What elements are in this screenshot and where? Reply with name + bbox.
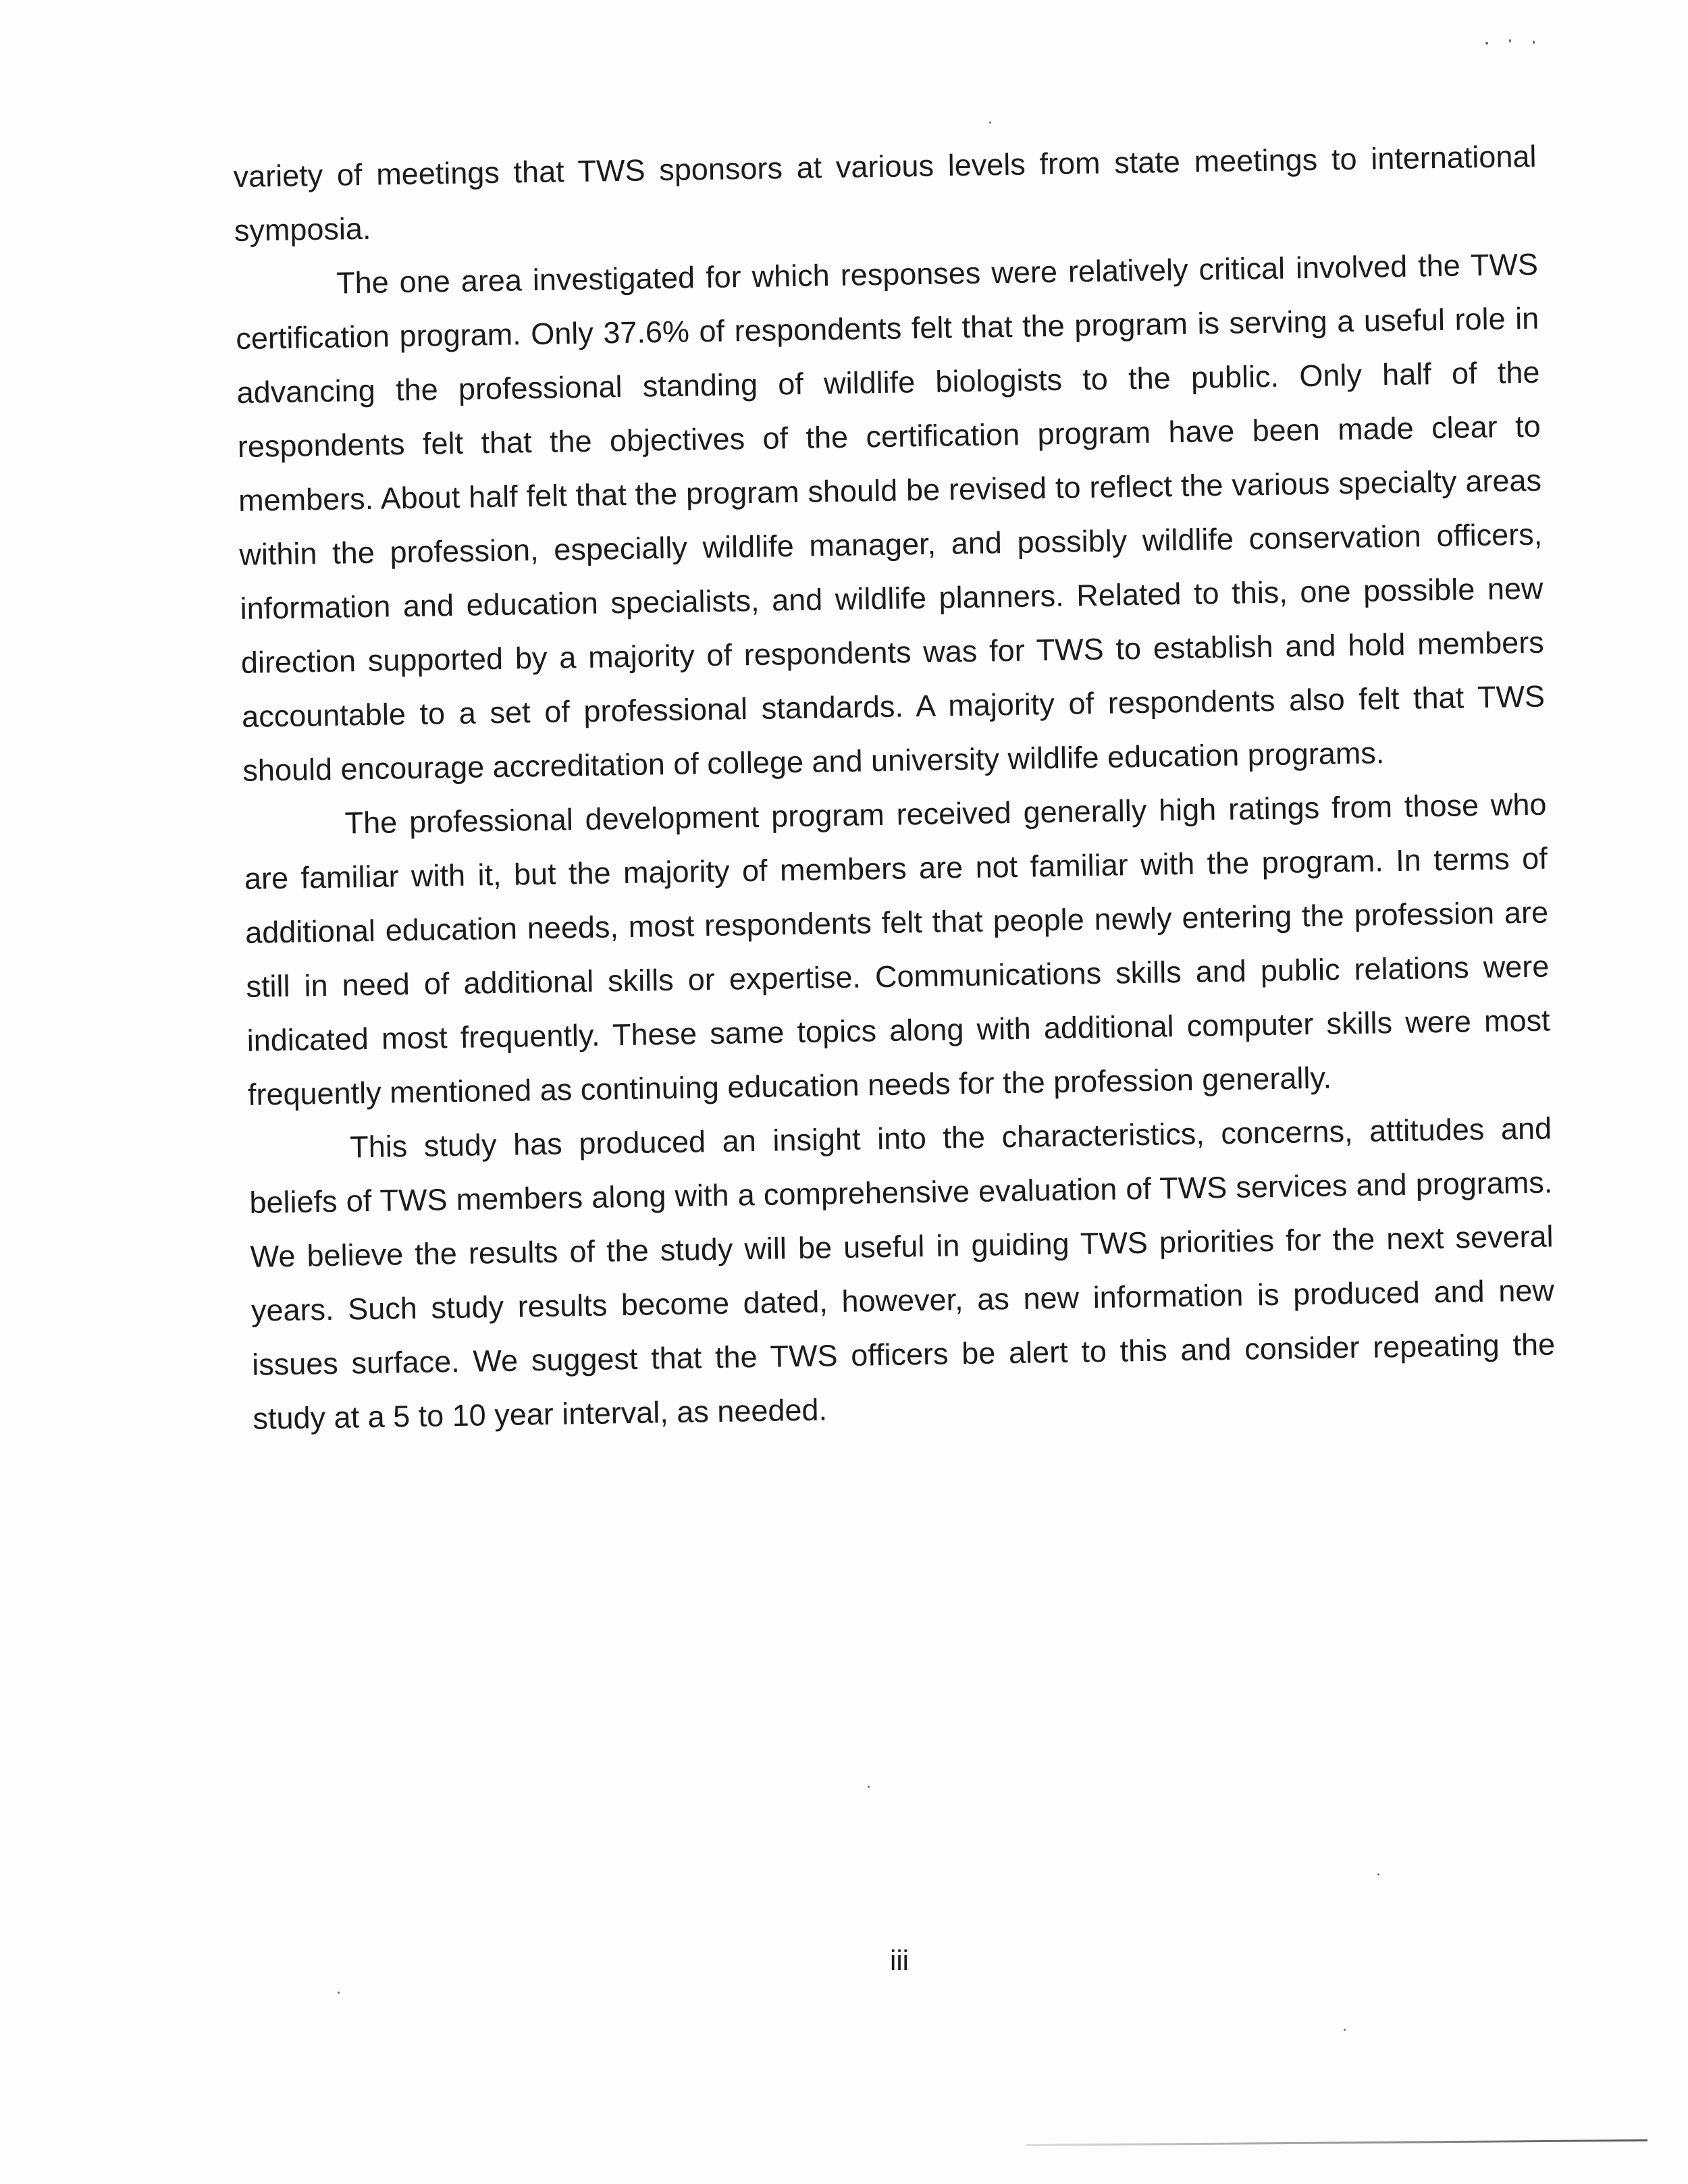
page-number: iii <box>890 1944 909 1976</box>
scan-speck <box>338 1992 340 1994</box>
scan-speck <box>1485 42 1488 45</box>
scan-artifact-line <box>1026 2139 1647 2146</box>
paragraph-certification: The one area investigated for which responses were relatively critical involved the TWS certification program. Only 37.6% of respondents felt that the program is serving a useful role in advancing the professional standing of wildlife biologists to the public. Only half of the respondents felt that the objectives of the certification program have been made clear to members. About half felt that the program should be revised to reflect the various specialty areas within the profession, especially wildlife manager, and possibly wildlife conservation officers, information and education specialists, and wildlife planners. Related to this, one possible new direction supported by a majority of respondents was for TWS to establish and hold members accountable to a set of professional standards. A majority of respondents also felt that TWS should encourage accreditation of college and university wildlife education programs. <box>235 246 1546 788</box>
scan-speck <box>1377 1873 1379 1875</box>
scan-speck <box>868 1786 870 1788</box>
paragraph-conclusion: This study has produced an insight into the characteristics, concerns, attitudes and beliefs of TWS members along with a comprehensive evaluation of TWS services and programs. We believe the results of the study will be useful in guiding TWS priorities for the next several years. Such study results become dated, however, as new information is produced and new issues surface. We suggest that the TWS officers be alert to this and consider repeating the study at a 5 to 10 year interval, as needed. <box>249 1111 1556 1436</box>
paragraph-professional-development: The professional development program received generally high ratings from those who are familiar with it, but the majority of members are not familiar with the program. In terms of additional education needs, most respondents felt that people newly entering the profession are still in need of additional skills or expertise. Communications skills and public relations were indicated most frequently. These same topics along with additional computer skills were most frequently mentioned as continuing education needs for the profession generally. <box>244 787 1550 1112</box>
scan-speck <box>989 122 991 124</box>
scan-speck <box>1533 41 1535 44</box>
scan-speck <box>1509 39 1511 43</box>
body-text <box>233 130 1556 1446</box>
paragraph-continuation: variety of meetings that TWS sponsors at various levels from state meetings to international symposia. <box>233 138 1537 248</box>
scan-speck <box>1344 2029 1346 2031</box>
